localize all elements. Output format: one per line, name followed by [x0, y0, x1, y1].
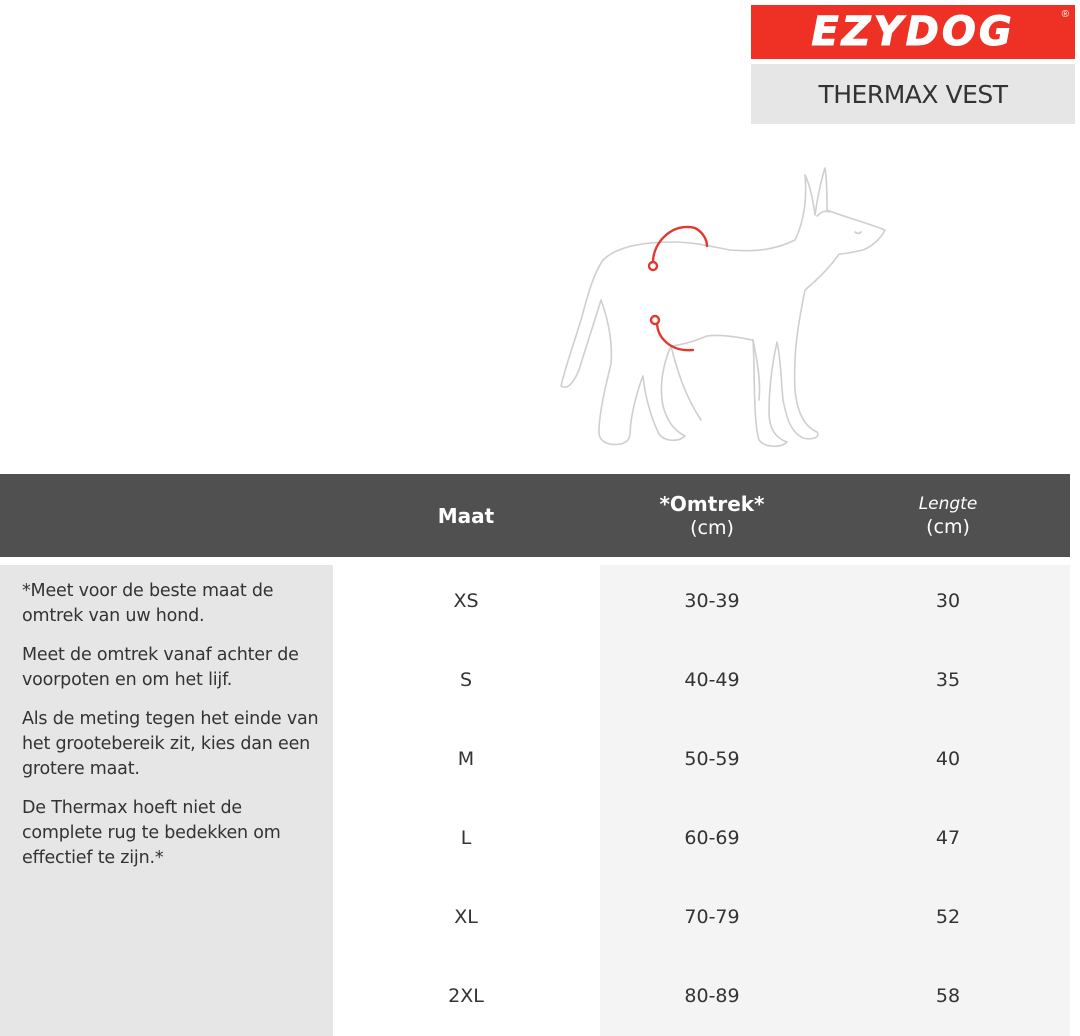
table-row: [0, 561, 1070, 640]
registered-mark: ®: [1061, 9, 1069, 20]
brand-logo: [751, 5, 1075, 59]
cell-size: L: [460, 826, 472, 849]
cell-girth: 80-89: [684, 984, 740, 1007]
header-length-label: Lengte: [918, 493, 978, 514]
table-row: [0, 640, 1070, 719]
table-header: [0, 474, 1070, 557]
header-size: [386, 474, 546, 557]
cell-girth: 30-39: [684, 589, 740, 612]
cell-size: S: [459, 668, 473, 691]
note-1: *Meet voor de beste maat de omtrek van uw hond.: [22, 581, 274, 626]
table-row: [0, 719, 1070, 798]
product-name: THERMAX VEST: [818, 79, 1008, 109]
cell-length: 58: [935, 984, 961, 1007]
header-size-label: Maat: [437, 503, 495, 528]
cell-length: 30: [935, 589, 961, 612]
cell-girth: 40-49: [684, 668, 740, 691]
dog-outline-icon: [555, 150, 895, 450]
cell-size: 2XL: [448, 984, 484, 1007]
table-row: [0, 877, 1070, 956]
cell-size: XS: [453, 589, 479, 612]
cell-length: 40: [935, 747, 961, 770]
cell-girth: 60-69: [684, 826, 740, 849]
brand-logo-text: EZYDOG: [811, 9, 1015, 55]
product-name-box: [751, 64, 1075, 124]
header-girth-unit: (cm): [690, 516, 734, 539]
cell-length: 52: [935, 905, 961, 928]
header-girth: [632, 474, 792, 557]
cell-length: 35: [935, 668, 961, 691]
note-4: De Thermax hoeft niet de complete rug te bedekken om effectief te zijn.*: [22, 798, 281, 868]
cell-girth: 70-79: [684, 905, 740, 928]
cell-size: M: [457, 747, 475, 770]
header-length-unit: (cm): [926, 515, 970, 538]
cell-girth: 50-59: [684, 747, 740, 770]
note-2: Meet de omtrek vanaf achter de voorpoten en om het lijf.: [22, 645, 299, 690]
table-row: [0, 956, 1070, 1035]
cell-size: XL: [454, 905, 478, 928]
note-3: Als de meting tegen het einde van het grootebereik zit, kies dan een grotere maat.: [22, 709, 319, 779]
cell-length: 47: [935, 826, 961, 849]
header-girth-label: *Omtrek*: [659, 491, 765, 516]
table-row: [0, 798, 1070, 877]
header-length: [868, 474, 1028, 557]
